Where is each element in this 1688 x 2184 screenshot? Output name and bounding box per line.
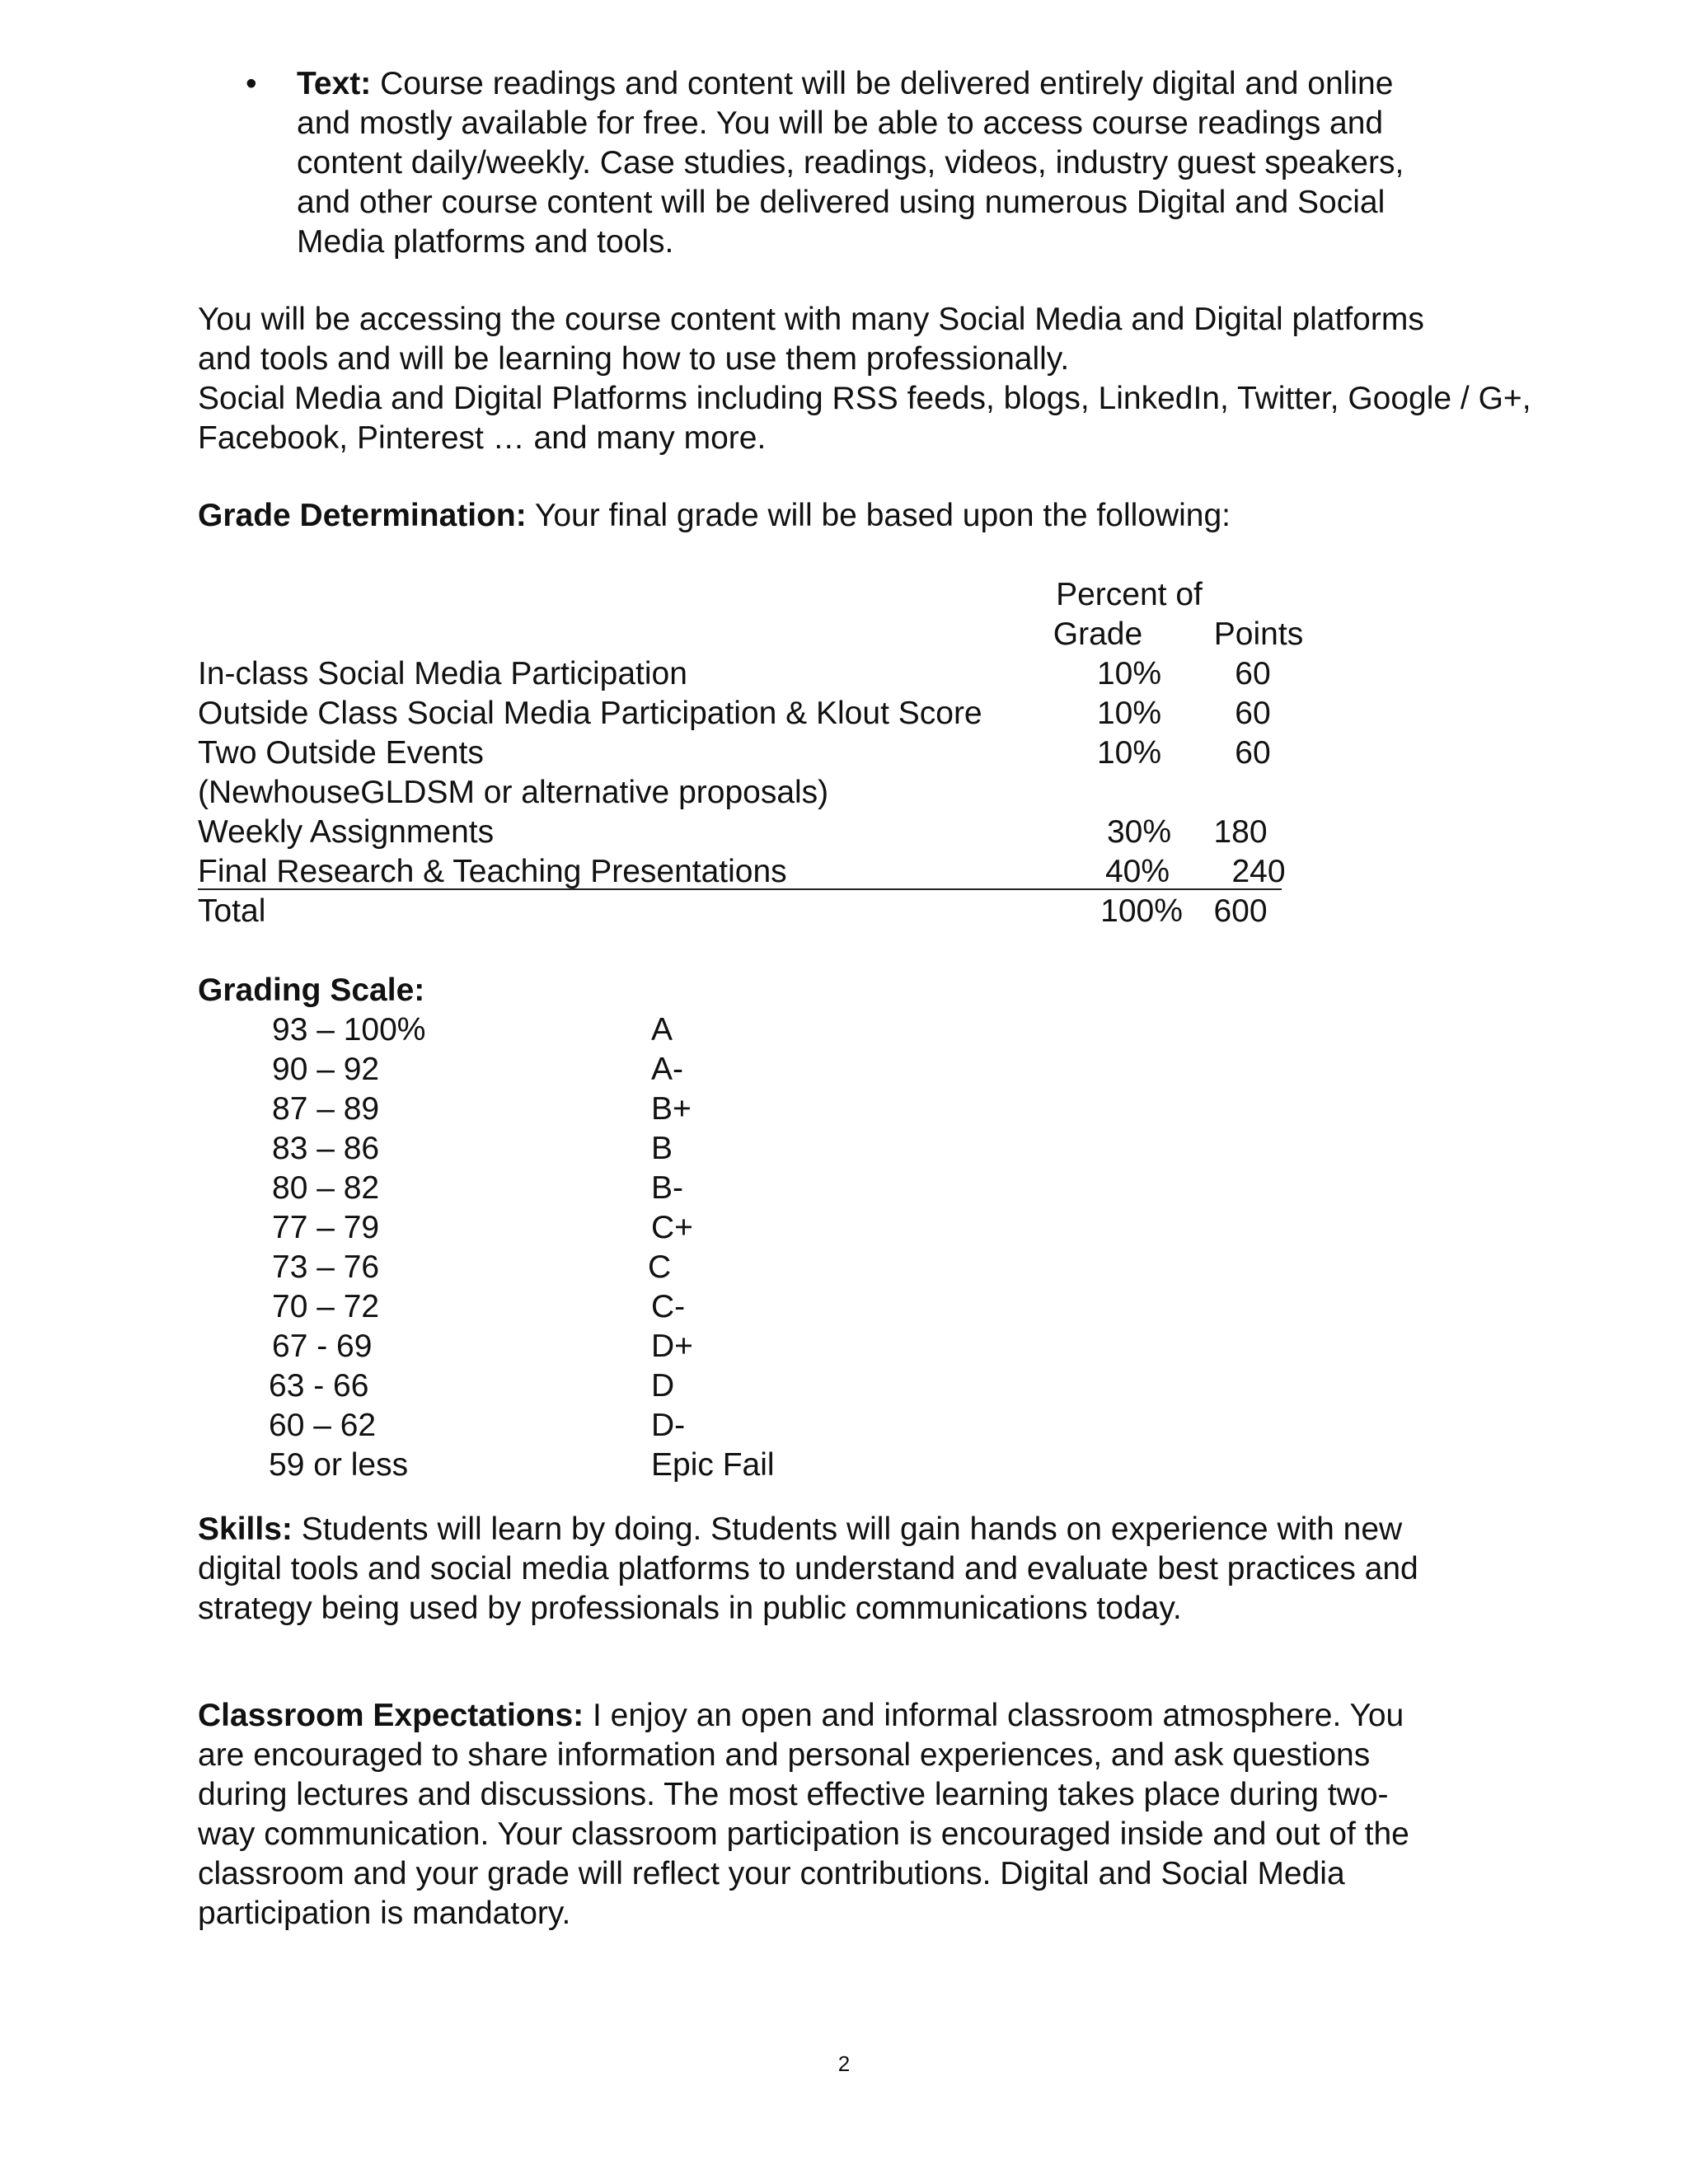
row-label: Outside Class Social Media Participation & Klout Score [198, 696, 982, 731]
table-row [198, 773, 1335, 813]
grade-determination-label: Grade Determination: [198, 498, 527, 533]
skills-label: Skills: [198, 1511, 293, 1547]
text-bullet-line: Text: Course readings and content will be delivered entirely digital and online [297, 66, 1394, 101]
scale-letter: A- [651, 1052, 683, 1087]
total-label: Total [198, 893, 266, 929]
paragraph-line: Facebook, Pinterest … and many more. [198, 420, 767, 456]
skills-paragraph [198, 1510, 1418, 1629]
row-points: 180 [1213, 814, 1268, 850]
scale-letter: D [651, 1368, 675, 1404]
row-label: (NewhouseGLDSM or alternative proposals) [198, 775, 829, 810]
scale-letter: B [651, 1131, 673, 1166]
scale-range: 67 - 69 [272, 1329, 373, 1364]
paragraph-line: during lectures and discussions. The most effective learning takes place during two- [198, 1777, 1389, 1812]
paragraph-line: way communication. Your classroom participation is encouraged inside and out of the [198, 1816, 1409, 1852]
row-points: 60 [1235, 656, 1271, 691]
paragraph-line: strategy being used by professionals in public communications today. [198, 1591, 1182, 1626]
text-bullet-paragraph [297, 64, 1451, 262]
grade-table-header [198, 615, 1335, 654]
row-points: 240 [1231, 854, 1286, 889]
row-label: In-class Social Media Participation [198, 656, 687, 691]
row-percent: 40% [1104, 854, 1170, 889]
scale-letter: C- [651, 1289, 686, 1324]
table-row [198, 694, 1335, 733]
row-percent: 30% [1106, 814, 1172, 850]
platforms-paragraph [198, 300, 1531, 458]
row-percent: 10% [1096, 696, 1162, 731]
paragraph-line: classroom and your grade will reflect your contributions. Digital and Social Media [198, 1856, 1345, 1891]
total-points: 600 [1213, 893, 1268, 929]
table-row [198, 733, 1335, 773]
row-points: 60 [1235, 735, 1271, 771]
scale-letter: D+ [651, 1329, 693, 1364]
scale-range: 73 – 76 [272, 1249, 380, 1285]
paragraph-line: Skills: Students will learn by doing. Students will gain hands on experience with new [198, 1511, 1403, 1547]
row-label: Two Outside Events [198, 735, 484, 771]
scale-letter: C+ [651, 1210, 693, 1245]
text-bullet-line: content daily/weekly. Case studies, readings, videos, industry guest speakers, [297, 145, 1404, 180]
paragraph-line: digital tools and social media platforms to understand and evaluate best practices and [198, 1551, 1418, 1586]
grade-table [198, 575, 1335, 931]
header-percent-line1: Percent of [1056, 577, 1203, 612]
scale-range: 90 – 92 [272, 1052, 380, 1087]
paragraph-line: You will be accessing the course content with many Social Media and Digital platforms [198, 302, 1424, 337]
scale-letter: B+ [651, 1091, 692, 1127]
row-points: 60 [1235, 696, 1271, 731]
paragraph-line: Social Media and Digital Platforms including RSS feeds, blogs, LinkedIn, Twitter, Google / G+, [198, 381, 1531, 416]
page-number: 2 [837, 2051, 851, 2076]
scale-letter: C [648, 1249, 672, 1285]
table-row [198, 654, 1335, 694]
header-percent-line2: Grade [1053, 616, 1143, 652]
total-divider [198, 888, 1282, 890]
header-points: Points [1213, 616, 1304, 652]
grade-table-header [198, 575, 1335, 615]
scale-range: 59 or less [269, 1447, 409, 1483]
table-row [198, 813, 1335, 852]
scale-range: 70 – 72 [272, 1289, 380, 1324]
paragraph-line: are encouraged to share information and personal experiences, and ask questions [198, 1737, 1371, 1773]
grade-determination-text: Your final grade will be based upon the following: [526, 498, 1231, 533]
scale-letter: Epic Fail [651, 1447, 775, 1483]
text-bullet-line: Media platforms and tools. [297, 224, 674, 260]
total-percent: 100% [1100, 893, 1183, 929]
classroom-expectations-paragraph [198, 1696, 1409, 1933]
scale-range: 93 – 100% [272, 1012, 426, 1047]
table-total-row [198, 892, 1335, 931]
grade-determination-heading [198, 496, 1231, 536]
row-percent: 10% [1096, 656, 1162, 691]
text-bullet-line: and mostly available for free. You will be able to access course readings and [297, 105, 1384, 141]
text-bullet-line: and other course content will be delivered using numerous Digital and Social [297, 185, 1386, 220]
scale-letter: B- [651, 1170, 683, 1206]
scale-range: 63 - 66 [269, 1368, 369, 1404]
paragraph-line: and tools and will be learning how to use them professionally. [198, 341, 1070, 377]
grading-scale-label: Grading Scale: [198, 972, 425, 1008]
scale-range: 87 – 89 [272, 1091, 380, 1127]
classroom-expectations-label: Classroom Expectations: [198, 1698, 584, 1733]
bullet-icon: • [246, 66, 257, 101]
scale-letter: A [651, 1012, 673, 1047]
table-row [198, 852, 1335, 892]
row-percent: 10% [1096, 735, 1162, 771]
scale-range: 80 – 82 [272, 1170, 380, 1206]
text-label: Text: [297, 66, 372, 101]
paragraph-line: Classroom Expectations: I enjoy an open and informal classroom atmosphere. You [198, 1698, 1404, 1733]
row-label: Final Research & Teaching Presentations [198, 854, 787, 889]
row-label: Weekly Assignments [198, 814, 495, 850]
paragraph-line: participation is mandatory. [198, 1896, 571, 1931]
scale-range: 83 – 86 [272, 1131, 380, 1166]
scale-letter: D- [651, 1408, 686, 1443]
scale-range: 60 – 62 [269, 1408, 377, 1443]
scale-range: 77 – 79 [272, 1210, 380, 1245]
